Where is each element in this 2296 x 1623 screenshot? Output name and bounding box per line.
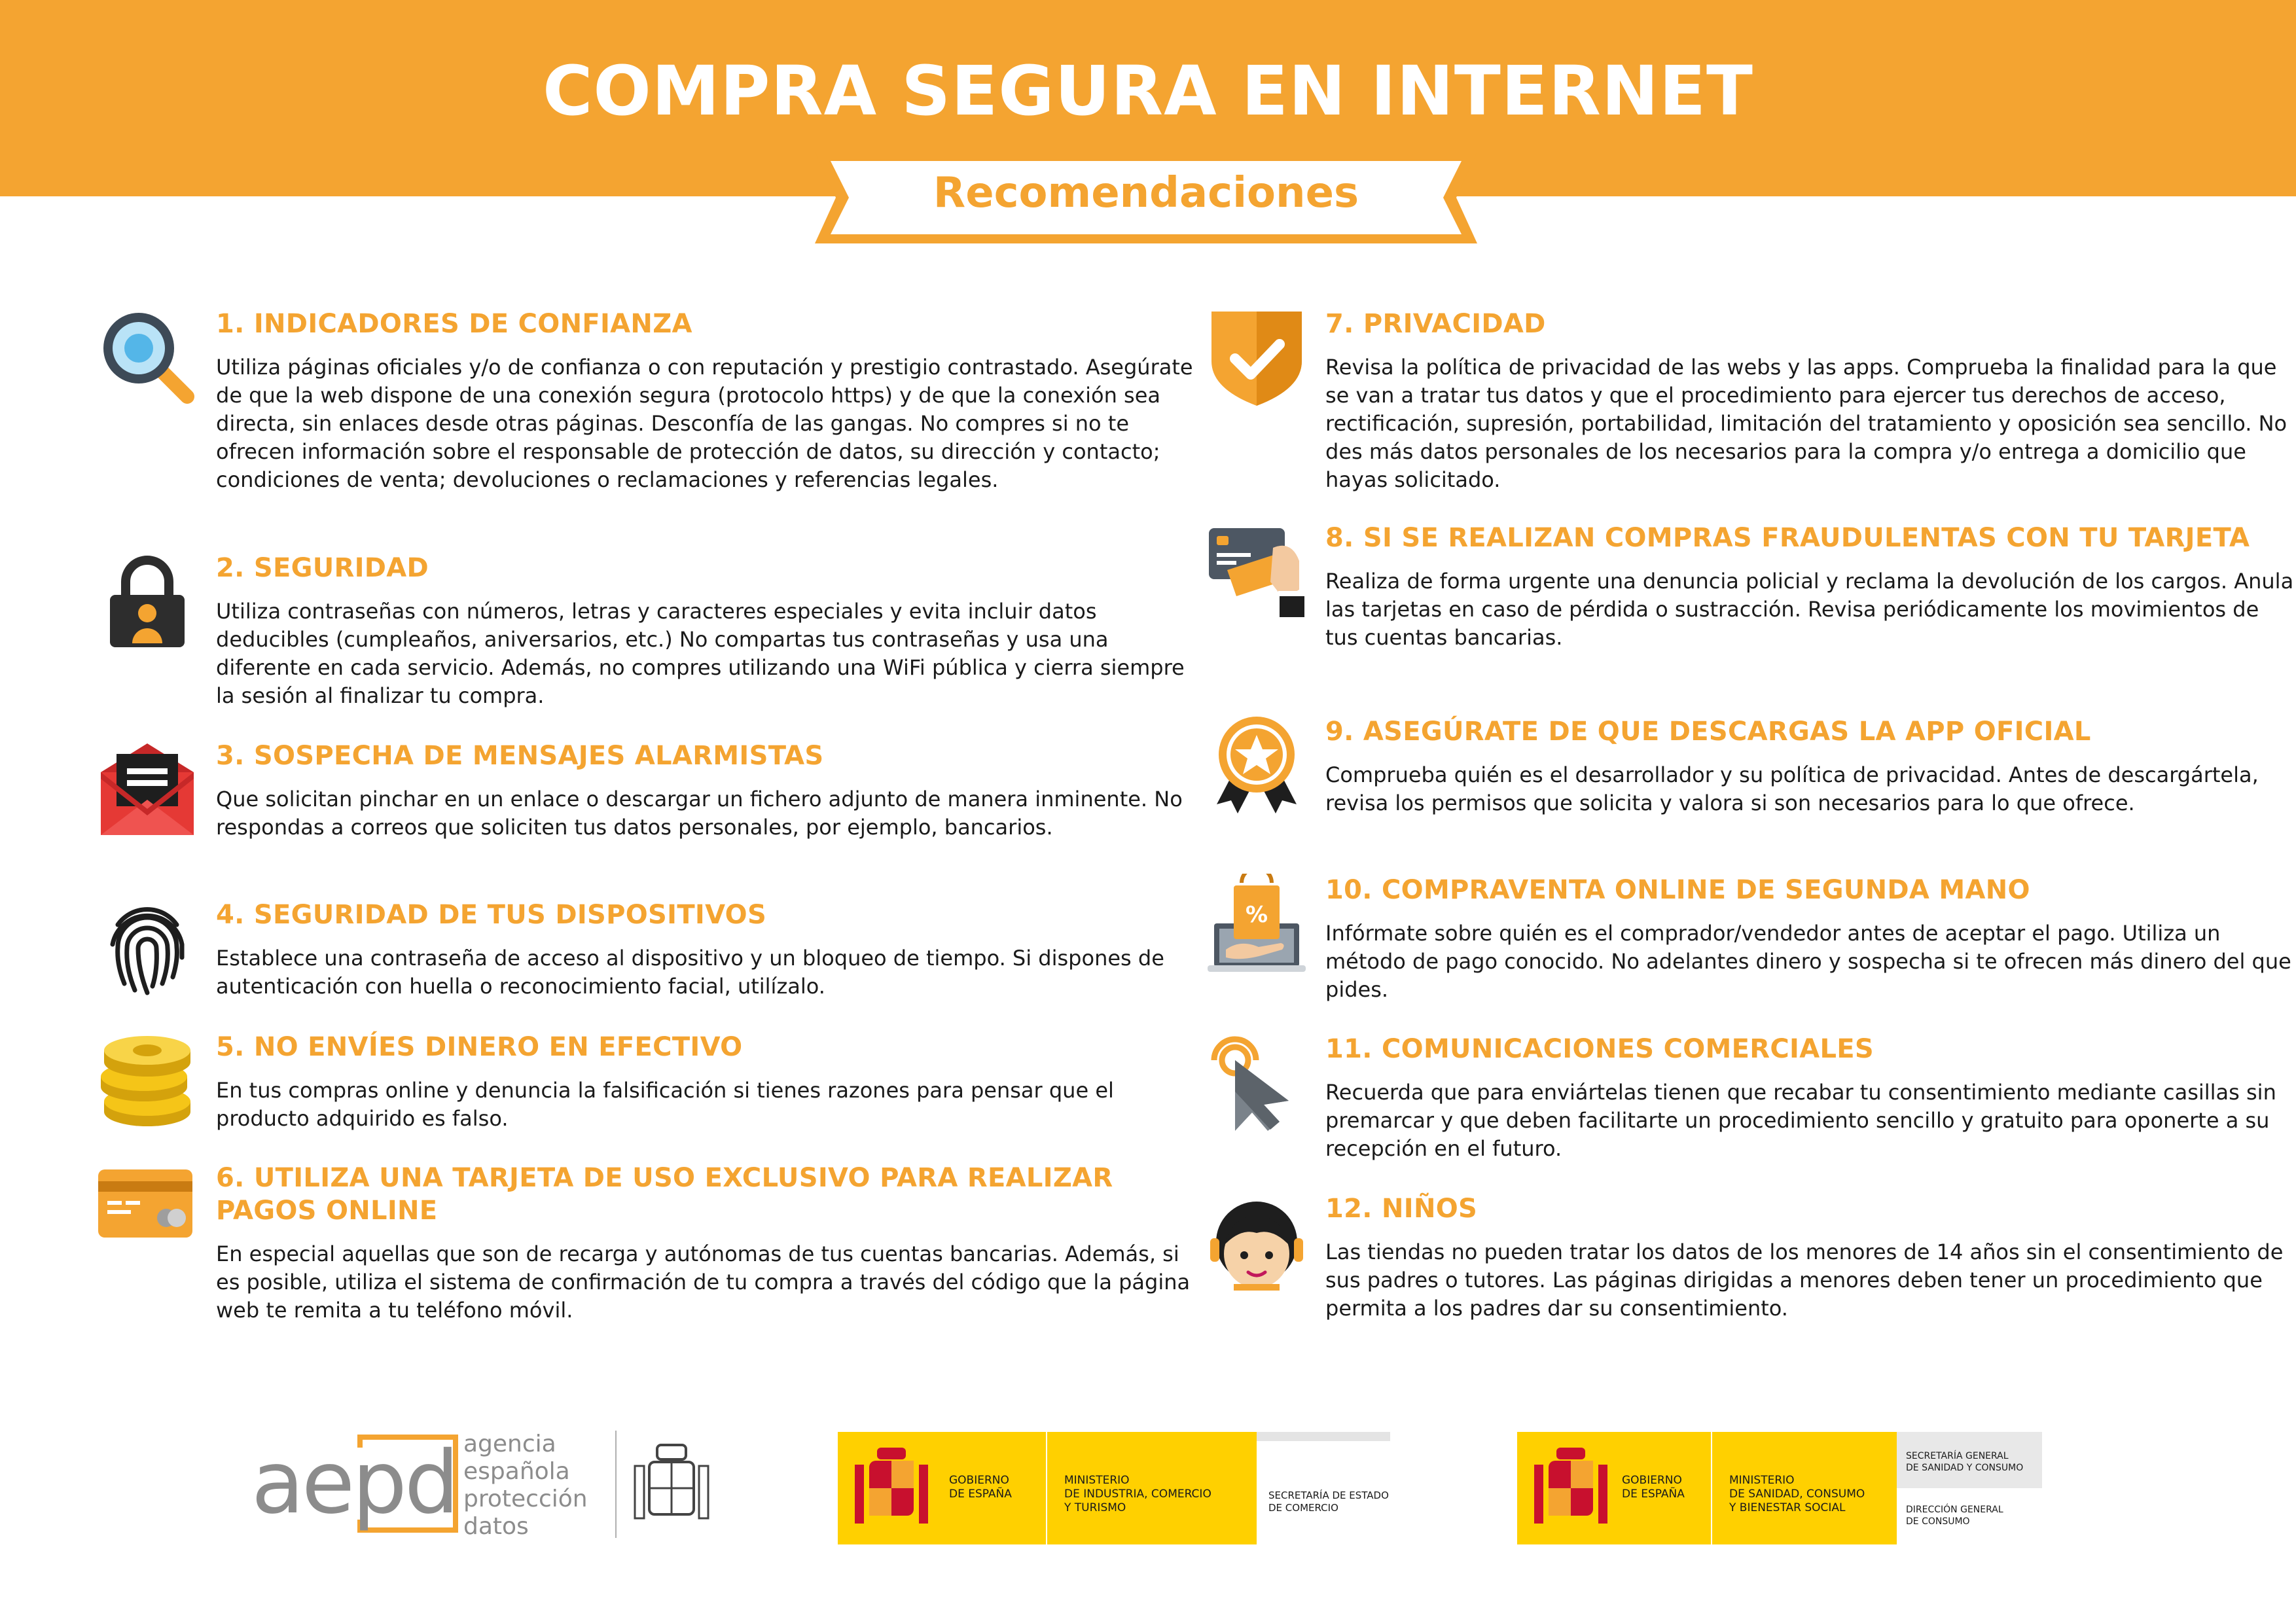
ministry-text: Y TURISMO	[1064, 1501, 1126, 1514]
cursor-click-icon	[1208, 1033, 1306, 1131]
ministry-text: DE SANIDAD, CONSUMO	[1729, 1488, 1865, 1501]
recommendation-title: 5. NO ENVÍES DINERO EN EFECTIVO	[216, 1032, 743, 1062]
gov-text: DE ESPAÑA	[949, 1488, 1012, 1501]
card-in-hand-icon	[1208, 522, 1306, 620]
recommendation-text: Comprueba quién es el desarrollador y su política de privacidad. Antes de descargártela, revisa los permisos que solicita y valora si son necesarios para lo que ofrece.	[1325, 762, 2259, 815]
shield-icon	[1208, 308, 1306, 406]
coat-of-arms-icon	[632, 1442, 711, 1527]
laptop-shopping-icon	[1208, 874, 1306, 972]
recommendation-title: 10. COMPRAVENTA ONLINE DE SEGUNDA MANO	[1325, 875, 2030, 905]
recommendation-text: Realiza de forma urgente una denuncia policial y reclama la devolución de los cargos. Anula las tarjetas en caso de pérdida o sustracción. Revisa periódicamente los movimientos de tus cuentas bancarias.	[1325, 569, 2294, 650]
secretary-text: SECRETARÍA DE ESTADO	[1268, 1489, 1389, 1501]
gov-secretary-panel-2	[1897, 1432, 2042, 1544]
recommendation-title: 4. SEGURIDAD DE TUS DISPOSITIVOS	[216, 900, 767, 930]
recommendation-text: Utiliza contraseñas con números, letras y caracteres especiales y evita incluir datos deducibles (cumpleaños, aniversarios, etc.) No compartas tus contraseñas y usa una diferente en cada servicio. Además, no compres utilizando una WiFi pública y cierra siempre la sesión al finalizar tu compra.	[216, 599, 1185, 708]
secretary-text: SECRETARÍA GENERAL	[1906, 1451, 2009, 1461]
spain-coat-of-arms-icon	[1533, 1446, 1609, 1530]
secretary-text: DE COMERCIO	[1268, 1502, 1338, 1514]
secretary-text: DE SANIDAD Y CONSUMO	[1906, 1463, 2024, 1473]
recommendation-title: 11. COMUNICACIONES COMERCIALES	[1325, 1034, 1874, 1064]
page-subtitle: Recomendaciones	[933, 169, 1359, 217]
ministry-text: Y BIENESTAR SOCIAL	[1729, 1501, 1846, 1514]
recommendation-title: 7. PRIVACIDAD	[1325, 309, 1546, 339]
gov-divider	[1711, 1432, 1712, 1544]
star-badge-icon	[1208, 715, 1306, 813]
gov-text: DE ESPAÑA	[1622, 1488, 1685, 1501]
recommendation-text: Recuerda que para enviártelas tienen que recabar tu consentimiento mediante casillas sin premarcar y que deben facilitarte un procedimiento sencillo y gratuito para oponerte a su recepción en el futuro.	[1325, 1080, 2276, 1161]
gov-secretary-panel	[1257, 1432, 1390, 1544]
recommendation-title: 8. SI SE REALIZAN COMPRAS FRAUDULENTAS CON TU TARJETA	[1325, 523, 2250, 553]
aepd-logo	[249, 1427, 720, 1544]
aepd-acronym: aepd	[251, 1433, 457, 1533]
recommendation-text: Establece una contraseña de acceso al dispositivo y un bloqueo de tiempo. Si dispones de autenticación con huella o reconocimiento facial, utilízalo.	[216, 946, 1164, 999]
envelope-icon	[98, 740, 196, 838]
logo-divider	[615, 1431, 617, 1538]
recommendation-title: 3. SOSPECHA DE MENSAJES ALARMISTAS	[216, 741, 824, 771]
recommendation-title: 12. NIÑOS	[1325, 1194, 1478, 1224]
gov-divider	[1046, 1432, 1047, 1544]
padlock-icon	[98, 552, 196, 650]
gov-text: GOBIERNO	[1622, 1474, 1682, 1487]
ministry-text: DE INDUSTRIA, COMERCIO	[1064, 1488, 1211, 1501]
recommendation-text: Que solicitan pinchar en un enlace o descargar un fichero adjunto de manera inminente. No respondas a correos que soliciten tus datos personales, por ejemplo, bancarios.	[216, 787, 1183, 840]
svg-text:%: %	[1245, 902, 1268, 928]
direction-text: DIRECCIÓN GENERAL	[1906, 1505, 2003, 1515]
spain-coat-of-arms-icon	[853, 1446, 929, 1530]
child-face-icon	[1208, 1192, 1306, 1291]
fingerprint-icon	[98, 899, 196, 997]
aepd-line: protección	[463, 1486, 588, 1512]
recommendation-title: 9. ASEGÚRATE DE QUE DESCARGAS LA APP OFICIAL	[1325, 717, 2091, 747]
gov-text: GOBIERNO	[949, 1474, 1009, 1487]
recommendation-text: Revisa la política de privacidad de las webs y las apps. Comprueba la finalidad para la que se van a tratar tus datos y que el procedimiento para ejercer tus derechos de acceso, rectificación, supresión, portabilidad, limitación del tratamiento y oposición sea sencillo. No des más datos personales de los necesarios para la compra y/o entrega a domicilio que hayas solicitado.	[1325, 355, 2287, 492]
aepd-line: agencia	[463, 1431, 556, 1457]
recommendation-title: 6. UTILIZA UNA TARJETA DE USO EXCLUSIVO PARA REALIZAR PAGOS ONLINE	[216, 1163, 1113, 1226]
ministry-text: MINISTERIO	[1064, 1474, 1130, 1487]
credit-card-icon	[98, 1162, 196, 1260]
recommendation-text: En tus compras online y denuncia la falsificación si tienes razones para pensar que el producto adquirido es falso.	[216, 1078, 1114, 1131]
direction-text: DE CONSUMO	[1906, 1516, 1970, 1527]
page-title: COMPRA SEGURA EN INTERNET	[543, 51, 1753, 131]
aepd-line: española	[463, 1458, 570, 1485]
recommendation-text: Las tiendas no pueden tratar los datos de los menores de 14 años sin el consentimiento de sus padres o tutores. Las páginas dirigidas a menores deben tener un procedimiento que permita a los padres dar su consentimiento.	[1325, 1240, 2284, 1321]
magnifier-icon	[98, 308, 196, 406]
recommendation-title: 1. INDICADORES DE CONFIANZA	[216, 309, 692, 339]
gov-logo-industria	[838, 1432, 1257, 1544]
ministry-text: MINISTERIO	[1729, 1474, 1795, 1487]
aepd-line: datos	[463, 1513, 529, 1540]
recommendation-text: En especial aquellas que son de recarga y autónomas de tus cuentas bancarias. Además, si es posible, utiliza el sistema de confirmación de tu compra a través del código que la página web te remita a tu teléfono móvil.	[216, 1241, 1191, 1323]
coins-icon	[98, 1031, 196, 1129]
recommendation-text: Infórmate sobre quién es el comprador/vendedor antes de aceptar el pago. Utiliza un método de pago conocido. No adelantes dinero y sospecha si te ofrecen más dinero del que pides.	[1325, 921, 2291, 1002]
recommendation-text: Utiliza páginas oficiales y/o de confianza o con reputación y prestigio contrastado. Asegúrate de que la web dispone de una conexión segura (protocolo https) y de que la conexión sea directa, sin enlaces desde otras páginas. Desconfía de las gangas. No compres si no te ofrecen información sobre el responsable de protección de datos, su dirección y contacto; condiciones de venta; devoluciones o reclamaciones y referencias legales.	[216, 355, 1193, 492]
gov-logo-sanidad	[1517, 1432, 1897, 1544]
recommendation-title: 2. SEGURIDAD	[216, 553, 429, 583]
